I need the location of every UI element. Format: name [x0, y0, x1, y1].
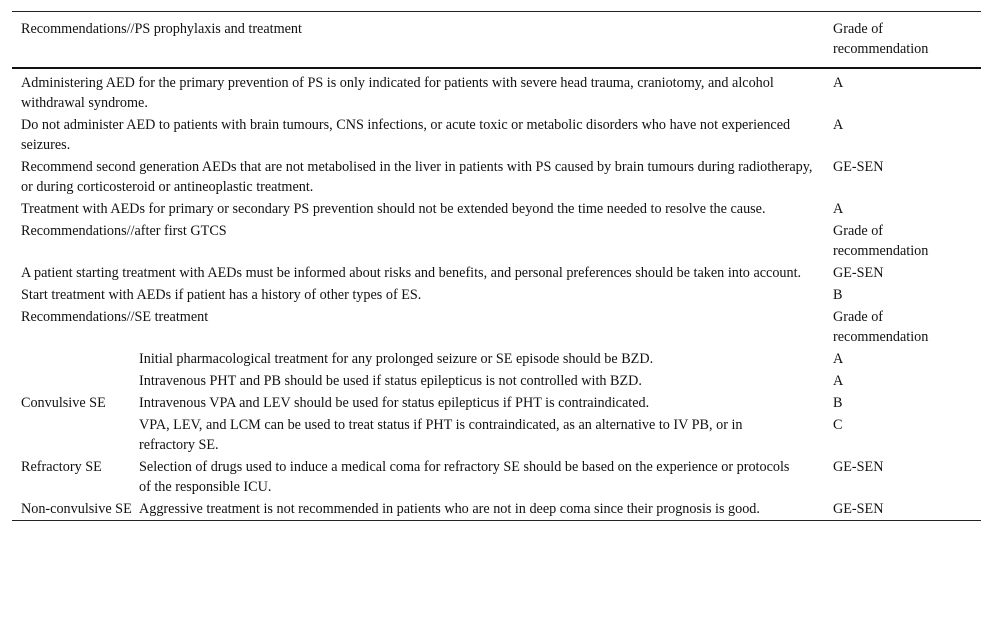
- recommendation-text: Selection of drugs used to induce a medical coma for refractory SE should be based on the experience or protocols of the responsible ICU.: [139, 459, 790, 495]
- se-type-label: [12, 348, 139, 370]
- section-grade-label: Grade of recommendation: [833, 223, 929, 259]
- recommendation-text: Start treatment with AEDs if patient has a history of other types of ES.: [21, 287, 422, 303]
- recommendation-text: Do not administer AED to patients with brain tumours, CNS infections, or acute toxic or metabolic disorders who have not experienced seizures.: [21, 117, 791, 153]
- section-grade-label: Grade of recommendation: [833, 309, 929, 345]
- header-title: Recommendations//PS prophylaxis and treatment: [21, 21, 302, 37]
- table-row: [12, 69, 981, 114]
- table-row: [12, 370, 981, 392]
- table-row: [12, 114, 981, 156]
- table-row: [12, 262, 981, 284]
- table-row: [12, 156, 981, 198]
- section-header-gtcs: [12, 220, 981, 262]
- recommendation-text: Intravenous PHT and PB should be used if status epilepticus is not controlled with BZD.: [139, 373, 642, 389]
- recommendation-text: Intravenous VPA and LEV should be used for status epilepticus if PHT is contraindicated.: [139, 395, 650, 411]
- recommendations-table: [12, 11, 981, 521]
- se-type-label: [12, 414, 139, 456]
- recommendation-text: Treatment with AEDs for primary or secondary PS prevention should not be extended beyond the time needed to resolve the cause.: [21, 201, 766, 217]
- section-title: Recommendations//SE treatment: [21, 309, 209, 325]
- recommendation-grade: GE-SEN: [833, 265, 884, 281]
- table-row: [12, 392, 981, 414]
- table-header: [12, 12, 981, 69]
- recommendation-grade: GE-SEN: [833, 501, 884, 517]
- recommendation-grade: A: [833, 201, 844, 217]
- recommendation-text: Administering AED for the primary prevention of PS is only indicated for patients with severe head trauma, craniotomy, and alcohol withdrawal syndrome.: [21, 75, 774, 111]
- recommendation-grade: GE-SEN: [833, 159, 884, 175]
- recommendation-grade: A: [833, 75, 844, 91]
- table-row: [12, 198, 981, 220]
- se-type-label: [12, 370, 139, 392]
- header-grade: Grade of recommendation: [833, 21, 929, 57]
- recommendation-text: VPA, LEV, and LCM can be used to treat status if PHT is contraindicated, as an alternative to IV PB, or in refractory SE.: [139, 417, 743, 453]
- recommendation-grade: C: [833, 417, 843, 433]
- table-row: [12, 348, 981, 370]
- recommendation-text: Initial pharmacological treatment for any prolonged seizure or SE episode should be BZD.: [139, 351, 654, 367]
- se-type-label: Refractory SE: [21, 459, 102, 475]
- se-type-label: Non-convulsive SE: [21, 501, 132, 517]
- recommendation-grade: A: [833, 373, 844, 389]
- table-row: [12, 284, 981, 306]
- recommendation-grade: A: [833, 351, 844, 367]
- se-type-label: Convulsive SE: [21, 395, 106, 411]
- recommendation-grade: GE-SEN: [833, 459, 884, 475]
- recommendation-text: Aggressive treatment is not recommended in patients who are not in deep coma since their prognosis is good.: [139, 501, 760, 517]
- recommendation-grade: A: [833, 117, 844, 133]
- recommendation-text: A patient starting treatment with AEDs must be informed about risks and benefits, and personal preferences should be taken into account.: [21, 265, 802, 281]
- table-row: [12, 456, 981, 498]
- table-row: [12, 414, 981, 456]
- recommendation-text: Recommend second generation AEDs that are not metabolised in the liver in patients with PS caused by brain tumours during radiotherapy, or during corticosteroid or antineoplastic treatment.: [21, 159, 813, 195]
- recommendation-grade: B: [833, 395, 843, 411]
- section-header-se: [12, 306, 981, 348]
- table-row: [12, 498, 981, 520]
- recommendation-grade: B: [833, 287, 843, 303]
- section-title: Recommendations//after first GTCS: [21, 223, 227, 239]
